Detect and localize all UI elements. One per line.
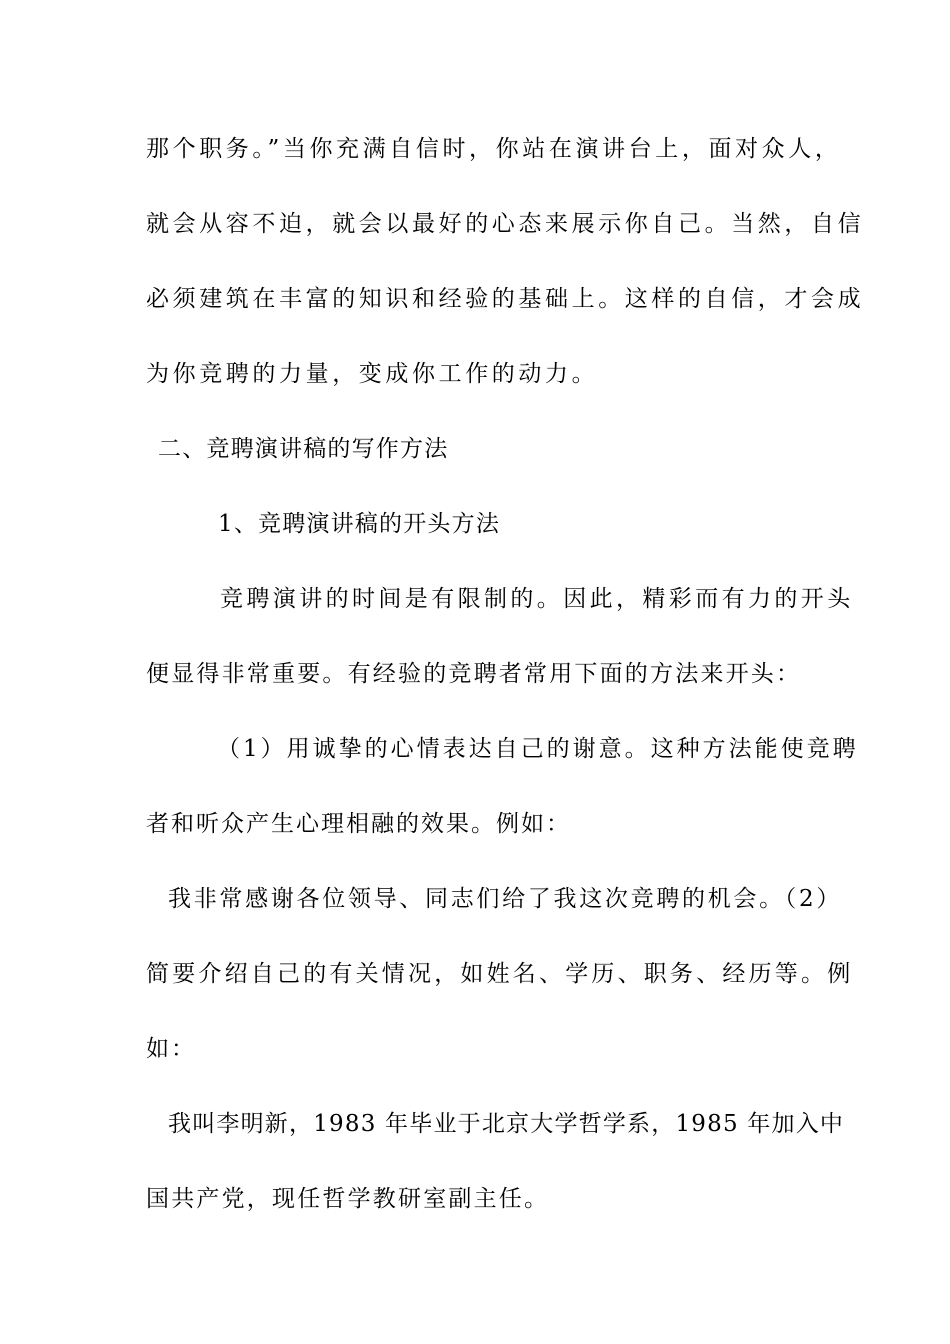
paragraph-line: 者和听众产生心理相融的效果。例如： (146, 811, 571, 837)
paragraph-line: 为你竞聘的力量，变成你工作的动力。 (146, 361, 599, 387)
section-heading: 二、竞聘演讲稿的写作方法 (158, 436, 449, 462)
paragraph-line: 那个职务。”当你充满自信时，你站在演讲台上，面对众人， (146, 136, 842, 162)
paragraph-line: 国共产党，现任哲学教研室副主任。 (146, 1186, 550, 1212)
paragraph-line: 如： (146, 1036, 196, 1062)
example-line: 我叫李明新，1983 年毕业于北京大学哲学系，1985 年加入中 (168, 1111, 845, 1137)
paragraph-line: 简要介绍自己的有关情况，如姓名、学历、职务、经历等。例 (146, 961, 854, 987)
paragraph-line: 就会从容不迫，就会以最好的心态来展示你自己。当然，自信 (146, 211, 865, 237)
paragraph-line: （1）用诚挚的心情表达自己的谢意。这种方法能使竞聘 (217, 736, 859, 762)
example-line: 我非常感谢各位领导、同志们给了我这次竞聘的机会。（2） (168, 886, 843, 912)
subsection-heading: 1、竞聘演讲稿的开头方法 (218, 511, 501, 537)
paragraph-line: 必须建筑在丰富的知识和经验的基础上。这样的自信，才会成 (146, 286, 865, 312)
paragraph-line: 竞聘演讲的时间是有限制的。因此，精彩而有力的开头 (220, 586, 854, 612)
paragraph-line: 便显得非常重要。有经验的竞聘者常用下面的方法来开头： (146, 661, 802, 687)
